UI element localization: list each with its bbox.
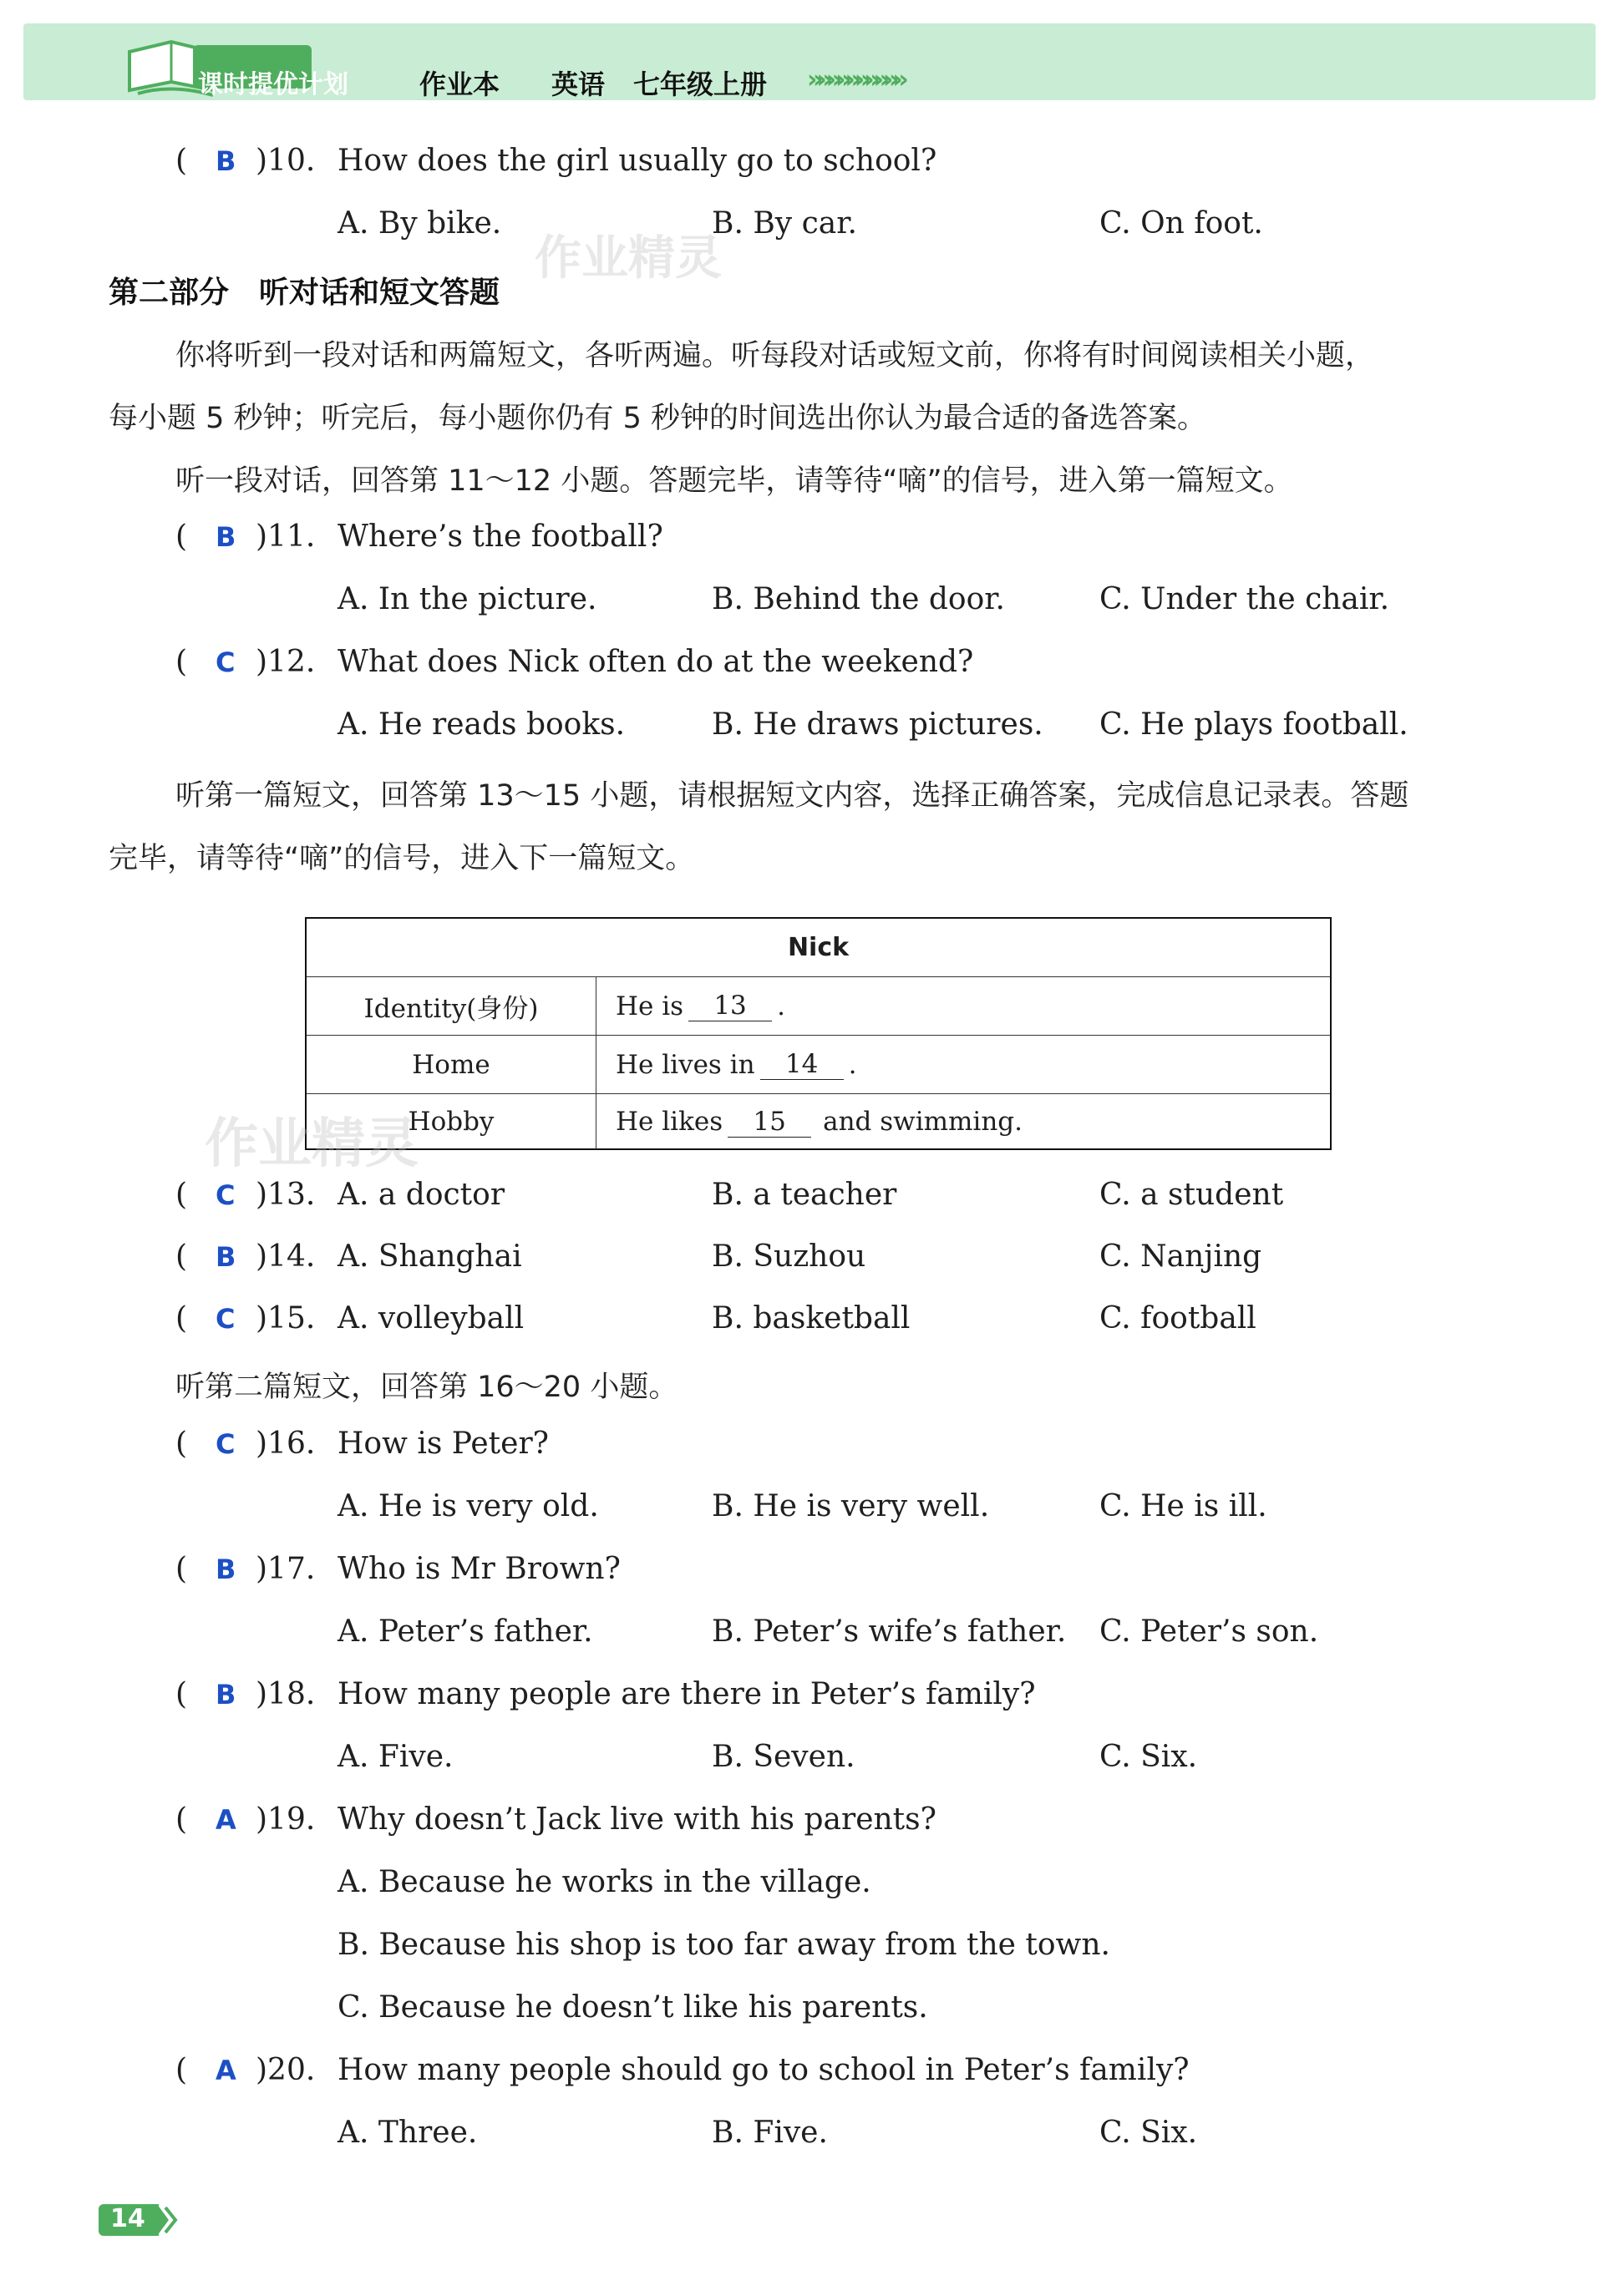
question-number-16: )16. [256, 1427, 316, 1461]
option-19-a: A. Because he works in the village. [338, 1865, 871, 1899]
table-value [616, 1094, 1023, 1149]
option-20-c: C. Six. [1099, 2116, 1198, 2150]
value-suffix: and swimming. [823, 1107, 1023, 1137]
option-13-b: B. a teacher [712, 1178, 897, 1212]
option-18-b: B. Seven. [712, 1740, 855, 1774]
answer-17: B [216, 1553, 236, 1585]
table-row [307, 1036, 1330, 1094]
option-15-b: B. basketball [712, 1301, 911, 1336]
answer-bracket-open: ( [175, 144, 188, 178]
option-18-a: A. Five. [338, 1740, 454, 1774]
blank-15: 15 [728, 1107, 811, 1138]
question-16: How is Peter? [338, 1427, 549, 1461]
table-title: Nick [787, 933, 850, 962]
option-11-c: C. Under the chair. [1099, 582, 1390, 616]
option-12-a: A. He reads books. [338, 707, 626, 742]
table-value [616, 977, 785, 1035]
answer-bracket-open: ( [175, 1677, 188, 1711]
question-number-14: )14. [256, 1239, 316, 1274]
option-18-c: C. Six. [1099, 1740, 1198, 1774]
section-title: 第二部分 听对话和短文答题 [109, 276, 500, 310]
question-number-10: )10. [256, 144, 316, 178]
option-10-b: B. By car. [712, 206, 857, 241]
option-14-b: B. Suzhou [712, 1239, 866, 1274]
question-number-19: )19. [256, 1802, 316, 1837]
answer-20: A [216, 2055, 236, 2086]
answer-15: C [216, 1303, 236, 1335]
answer-12: C [216, 646, 236, 678]
chevron-right-icon [157, 2204, 180, 2236]
value-prefix: He lives in [616, 1049, 755, 1080]
table-row [307, 1094, 1330, 1149]
table-label: Hobby [307, 1094, 596, 1149]
question-18: How many people are there in Peter’s family? [338, 1677, 1036, 1711]
question-10: How does the girl usually go to school? [338, 144, 937, 178]
option-12-c: C. He plays football. [1099, 707, 1408, 742]
option-11-a: A. In the picture. [338, 582, 597, 616]
answer-bracket-open: ( [175, 1427, 188, 1461]
option-14-a: A. Shanghai [338, 1239, 522, 1274]
dialog-instruction: 听一段对话，回答第 11～12 小题。答题完毕，请等待“嘀”的信号，进入第一篇短文。 [175, 464, 1293, 498]
option-12-b: B. He draws pictures. [712, 707, 1043, 742]
answer-13: C [216, 1179, 236, 1211]
value-prefix: He is [616, 991, 684, 1021]
option-16-a: A. He is very old. [338, 1489, 599, 1523]
answer-10: B [216, 145, 236, 177]
question-number-17: )17. [256, 1552, 316, 1586]
answer-19: A [216, 1804, 236, 1836]
question-number-15: )15. [256, 1301, 316, 1336]
option-20-a: A. Three. [338, 2116, 478, 2150]
option-10-a: A. By bike. [338, 206, 502, 241]
question-17: Who is Mr Brown? [338, 1552, 621, 1586]
answer-18: B [216, 1679, 236, 1711]
option-16-b: B. He is very well. [712, 1489, 990, 1523]
option-17-c: C. Peter’s son. [1099, 1614, 1319, 1649]
answer-bracket-open: ( [175, 1178, 188, 1212]
answer-bracket-open: ( [175, 1552, 188, 1586]
question-11: Where’s the football? [338, 520, 663, 554]
option-11-b: B. Behind the door. [712, 582, 1005, 616]
answer-bracket-open: ( [175, 2053, 188, 2087]
brand-name: 课时提优计划 [198, 70, 348, 99]
option-17-a: A. Peter’s father. [338, 1614, 593, 1649]
page-number: 14 [110, 2204, 145, 2233]
subject: 英语 [551, 68, 606, 100]
option-19-b: B. Because his shop is too far away from the town. [338, 1928, 1110, 1962]
table-value [616, 1036, 856, 1093]
value-suffix: . [848, 1049, 857, 1080]
answer-bracket-open: ( [175, 1802, 188, 1837]
grade: 七年级上册 [633, 68, 768, 100]
table-title-row [307, 919, 1330, 977]
table-row [307, 977, 1330, 1036]
answer-bracket-open: ( [175, 1239, 188, 1274]
answer-bracket-open: ( [175, 645, 188, 679]
header-arrows-decoration: »»»»»»»»»» [807, 65, 902, 94]
option-13-a: A. a doctor [338, 1178, 505, 1212]
question-number-20: )20. [256, 2053, 316, 2087]
option-15-c: C. football [1099, 1301, 1256, 1336]
passage1-instruction-line-2: 完毕，请等待“嘀”的信号，进入下一篇短文。 [109, 842, 695, 875]
option-20-b: B. Five. [712, 2116, 828, 2150]
option-14-c: C. Nanjing [1099, 1239, 1262, 1274]
option-19-c: C. Because he doesn’t like his parents. [338, 1990, 928, 2025]
value-suffix: . [777, 991, 785, 1021]
question-number-11: )11. [256, 520, 316, 554]
option-10-c: C. On foot. [1099, 206, 1263, 241]
answer-16: C [216, 1428, 236, 1460]
passage1-instruction-line-1: 听第一篇短文，回答第 13～15 小题，请根据短文内容，选择正确答案，完成信息记录表。答题 [175, 779, 1409, 813]
blank-14: 14 [760, 1049, 844, 1080]
table-label: Identity(身份) [307, 977, 596, 1035]
info-record-table [305, 917, 1332, 1150]
table-label: Home [307, 1036, 596, 1093]
instruction-line-2: 每小题 5 秒钟；听完后，每小题你仍有 5 秒钟的时间选出你认为最合适的备选答案。 [109, 402, 1207, 435]
value-prefix: He likes [616, 1107, 723, 1137]
question-number-13: )13. [256, 1178, 316, 1212]
question-12: What does Nick often do at the weekend? [338, 645, 974, 679]
book-type: 作业本 [419, 68, 500, 100]
instruction-line-1: 你将听到一段对话和两篇短文，各听两遍。听每段对话或短文前，你将有时间阅读相关小题， [175, 339, 1375, 373]
question-number-18: )18. [256, 1677, 316, 1711]
question-19: Why doesn’t Jack live with his parents? [338, 1802, 936, 1837]
answer-14: B [216, 1241, 236, 1273]
option-16-c: C. He is ill. [1099, 1489, 1267, 1523]
answer-11: B [216, 521, 236, 553]
option-17-b: B. Peter’s wife’s father. [712, 1614, 1067, 1649]
answer-bracket-open: ( [175, 1301, 188, 1336]
question-number-12: )12. [256, 645, 316, 679]
passage2-instruction: 听第二篇短文，回答第 16～20 小题。 [175, 1371, 678, 1404]
answer-bracket-open: ( [175, 520, 188, 554]
watermark: 作业精灵 [205, 1113, 419, 1175]
watermark: 作业精灵 [535, 231, 722, 286]
option-15-a: A. volleyball [338, 1301, 525, 1336]
blank-13: 13 [688, 991, 772, 1021]
option-13-c: C. a student [1099, 1178, 1284, 1212]
question-20: How many people should go to school in Peter’s family? [338, 2053, 1190, 2087]
